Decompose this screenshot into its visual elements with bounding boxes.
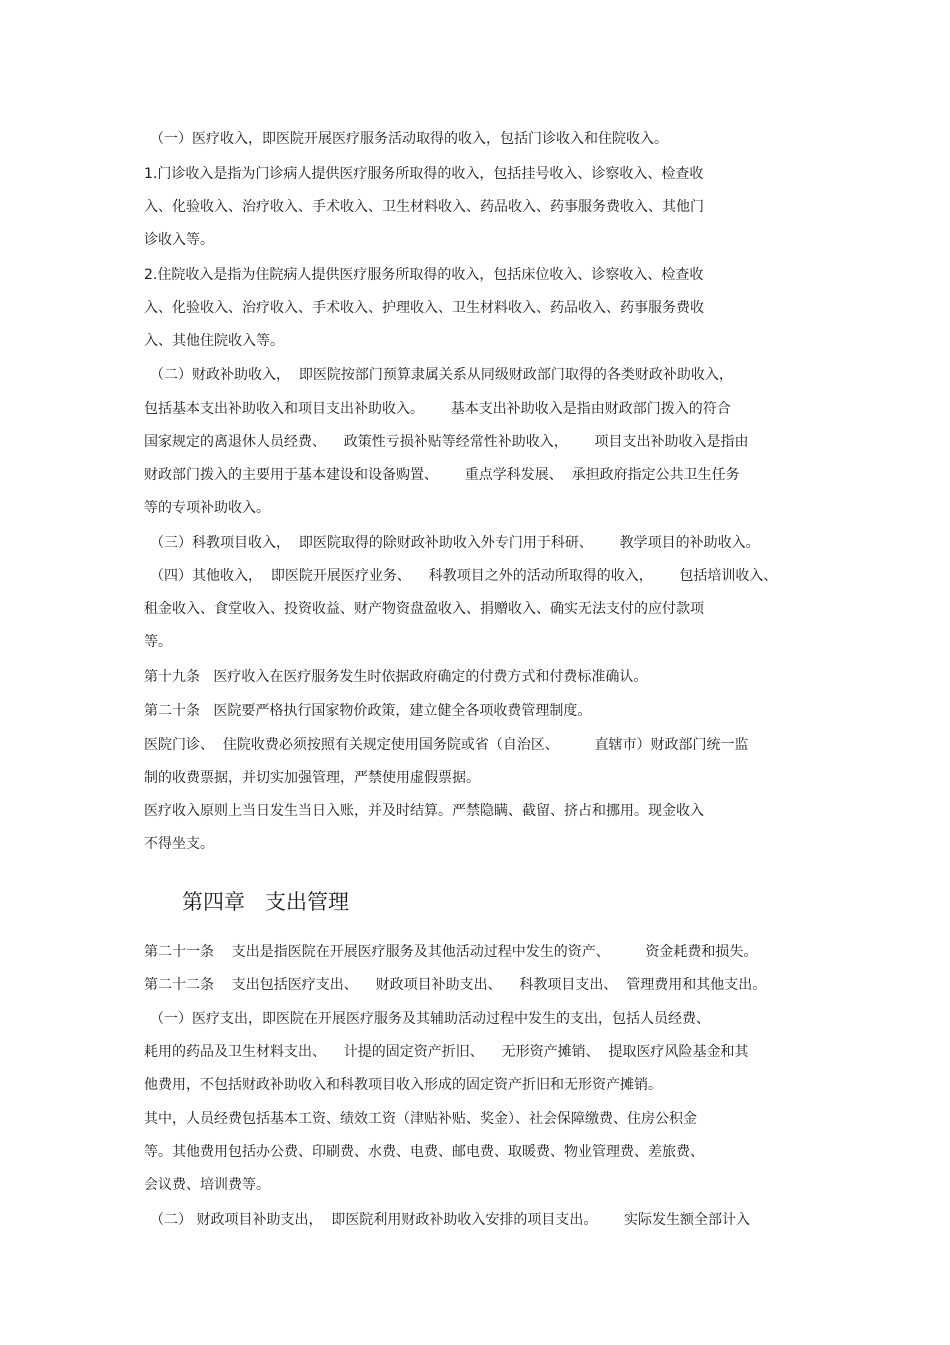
text-line: 耗用的药品及卫生材料支出、 计提的固定资产折旧、 无形资产摊销、 提取医疗风险基金和其: [144, 1044, 749, 1060]
text-line: 第十九条 医疗收入在医疗服务发生时依据政府确定的付费方式和付费标准确认。: [144, 669, 648, 685]
text-line: （二） 财政项目补助支出， 即医院利用财政补助收入安排的项目支出。 实际发生额全部计入: [150, 1212, 751, 1228]
text-line: （二）财政补助收入， 即医院按部门预算隶属关系从同级财政部门取得的各类财政补助收入，: [150, 367, 733, 383]
text-line: 不得坐支。: [144, 836, 214, 852]
text-line: 会议费、培训费等。: [144, 1177, 270, 1193]
text-line: 租金收入、食堂收入、投资收益、财产物资盘盈收入、捐赠收入、确实无法支付的应付款项: [144, 601, 704, 617]
text-line: 第二十二条 支出包括医疗支出、 财政项目补助支出、 科教项目支出、 管理费用和其他支出。: [144, 977, 767, 993]
text-line: 2.住院收入是指为住院病人提供医疗服务所取得的收入，包括床位收入、诊察收入、检查收: [144, 267, 704, 283]
text-line: 医疗收入原则上当日发生当日入账，并及时结算。严禁隐瞒、截留、挤占和挪用。现金收入: [144, 803, 704, 819]
text-line: 诊收入等。: [144, 232, 214, 248]
text-line: 医院门诊、 住院收费必须按照有关规定使用国务院或省（自治区、 直辖市）财政部门统一监: [144, 737, 749, 753]
text-line: 1.门诊收入是指为门诊病人提供医疗服务所取得的收入，包括挂号收入、诊察收入、检查收: [144, 166, 704, 182]
text-line: 入、化验收入、治疗收入、手术收入、护理收入、卫生材料收入、药品收入、药事服务费收: [144, 300, 704, 316]
text-line: 第二十条 医院要严格执行国家物价政策，建立健全各项收费管理制度。: [144, 703, 592, 719]
text-line: 国家规定的离退休人员经费、 政策性亏损补贴等经常性补助收入， 项目支出补助收入是指由: [144, 434, 749, 450]
text-line: 其中，人员经费包括基本工资、绩效工资（津贴补贴、奖金）、社会保障缴费、住房公积金: [144, 1111, 697, 1127]
text-line: 他费用，不包括财政补助收入和科教项目收入形成的固定资产折旧和无形资产摊销。: [144, 1077, 662, 1093]
text-line: （一）医疗收入，即医院开展医疗服务活动取得的收入，包括门诊收入和住院收入。: [150, 131, 668, 147]
chapter-heading: 第四章 支出管理: [182, 890, 350, 914]
text-line: 入、化验收入、治疗收入、手术收入、卫生材料收入、药品收入、药事服务费收入、其他门: [144, 199, 704, 215]
text-line: 等。其他费用包括办公费、印刷费、水费、电费、邮电费、取暖费、物业管理费、差旅费、: [144, 1144, 704, 1160]
text-line: （三）科教项目收入， 即医院取得的除财政补助收入外专门用于科研、 教学项目的补助收入。: [150, 535, 760, 551]
text-line: （一）医疗支出，即医院在开展医疗服务及其辅助活动过程中发生的支出，包括人员经费、: [150, 1011, 710, 1027]
text-line: 等的专项补助收入。: [144, 500, 270, 516]
text-line: 制的收费票据，并切实加强管理，严禁使用虚假票据。: [144, 770, 480, 786]
text-line: （四）其他收入， 即医院开展医疗业务、 科教项目之外的活动所取得的收入， 包括培训收入、: [150, 568, 778, 584]
text-line: 入、其他住院收入等。: [144, 333, 284, 349]
text-line: 包括基本支出补助收入和项目支出补助收入。 基本支出补助收入是指由财政部门拨入的符合: [144, 401, 731, 417]
text-line: 第二十一条 支出是指医院在开展医疗服务及其他活动过程中发生的资产、 资金耗费和损失。: [144, 944, 758, 960]
text-line: 财政部门拨入的主要用于基本建设和设备购置、 重点学科发展、 承担政府指定公共卫生任务: [144, 467, 740, 483]
text-line: 等。: [144, 634, 172, 650]
